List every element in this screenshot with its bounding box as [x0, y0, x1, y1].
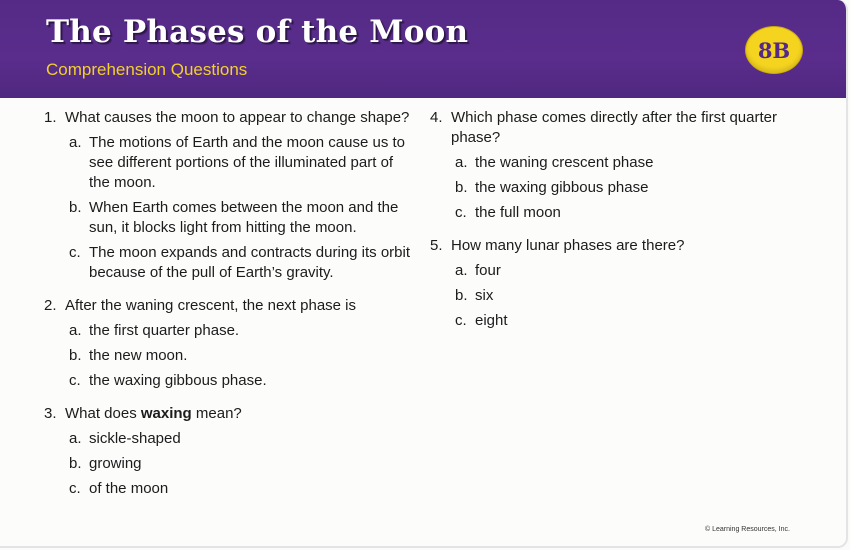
answer-option: [455, 261, 800, 281]
option-text: four: [475, 262, 501, 279]
right-column: [430, 108, 800, 344]
answer-option: [69, 243, 416, 283]
option-letter: c.: [69, 372, 81, 389]
option-text: The motions of Earth and the moon cause us to see different portions of the illuminated part of the moon.: [89, 134, 406, 191]
question-prompt: [65, 404, 416, 424]
question-5: [430, 236, 800, 331]
option-text: the first quarter phase.: [89, 322, 240, 339]
question-number: 2.: [44, 297, 57, 314]
option-text: The moon expands and contracts during its orbit because of the pull of Earth’s gravity.: [89, 244, 411, 281]
option-letter: c.: [455, 204, 467, 221]
option-letter: a.: [69, 430, 82, 447]
question-number: 5.: [430, 237, 443, 254]
prompt-keyword: waxing: [140, 405, 192, 422]
card-number-badge: [745, 26, 803, 74]
option-letter: c.: [455, 312, 467, 329]
option-letter: b.: [69, 199, 82, 216]
question-prompt: How many lunar phases are there?: [451, 237, 685, 254]
option-letter: b.: [69, 347, 82, 364]
option-letter: b.: [69, 455, 82, 472]
question-number: 3.: [44, 405, 57, 422]
question-number: 1.: [44, 109, 57, 126]
card-subtitle: Comprehension Questions: [46, 60, 248, 79]
answer-option: [69, 198, 416, 238]
answer-options: [430, 153, 800, 223]
prompt-text: What does: [65, 405, 141, 422]
question-prompt: After the waning crescent, the next phase is: [65, 297, 356, 314]
question-3: [44, 404, 416, 499]
answer-options: [44, 429, 416, 499]
option-text: the full moon: [475, 204, 561, 221]
answer-option: [69, 479, 416, 499]
answer-options: [44, 133, 416, 283]
answer-option: [455, 178, 800, 198]
left-column: [44, 108, 416, 512]
option-text: of the moon: [89, 480, 169, 497]
option-text: the waxing gibbous phase.: [89, 372, 267, 389]
option-letter: c.: [69, 244, 81, 261]
answer-option: [455, 311, 800, 331]
option-text: growing: [89, 455, 142, 472]
answer-option: [455, 286, 800, 306]
option-text: When Earth comes between the moon and the sun, it blocks light from hitting the moon.: [89, 199, 399, 236]
option-text: the new moon.: [89, 347, 188, 364]
option-letter: b.: [455, 179, 468, 196]
question-number: 4.: [430, 109, 443, 126]
question-4: [430, 108, 800, 223]
answer-option: [69, 133, 416, 193]
option-letter: a.: [69, 134, 82, 151]
copyright-notice: © Learning Resources, Inc.: [705, 526, 790, 533]
question-1: [44, 108, 416, 283]
question-2: [44, 296, 416, 391]
answer-option: [455, 153, 800, 173]
answer-option: [69, 454, 416, 474]
question-prompt: Which phase comes directly after the first quarter phase?: [451, 109, 777, 146]
answer-option: [69, 321, 416, 341]
card-header: [0, 0, 848, 98]
answer-options: [44, 321, 416, 391]
answer-option: [69, 429, 416, 449]
option-text: eight: [475, 312, 508, 329]
option-letter: a.: [455, 262, 468, 279]
answer-option: [69, 371, 416, 391]
option-text: the waning crescent phase: [475, 154, 654, 171]
answer-option: [455, 203, 800, 223]
option-letter: a.: [69, 322, 82, 339]
option-letter: b.: [455, 287, 468, 304]
option-letter: a.: [455, 154, 468, 171]
question-prompt: What causes the moon to appear to change shape?: [65, 109, 410, 126]
option-text: sickle-shaped: [89, 430, 181, 447]
option-text: six: [475, 287, 494, 304]
answer-option: [69, 346, 416, 366]
card-title: The Phases of the Moon: [46, 14, 469, 50]
card-number: 8B: [757, 37, 791, 63]
option-letter: c.: [69, 480, 81, 497]
prompt-text: mean?: [191, 405, 242, 422]
answer-options: [430, 261, 800, 331]
option-text: the waxing gibbous phase: [475, 179, 649, 196]
